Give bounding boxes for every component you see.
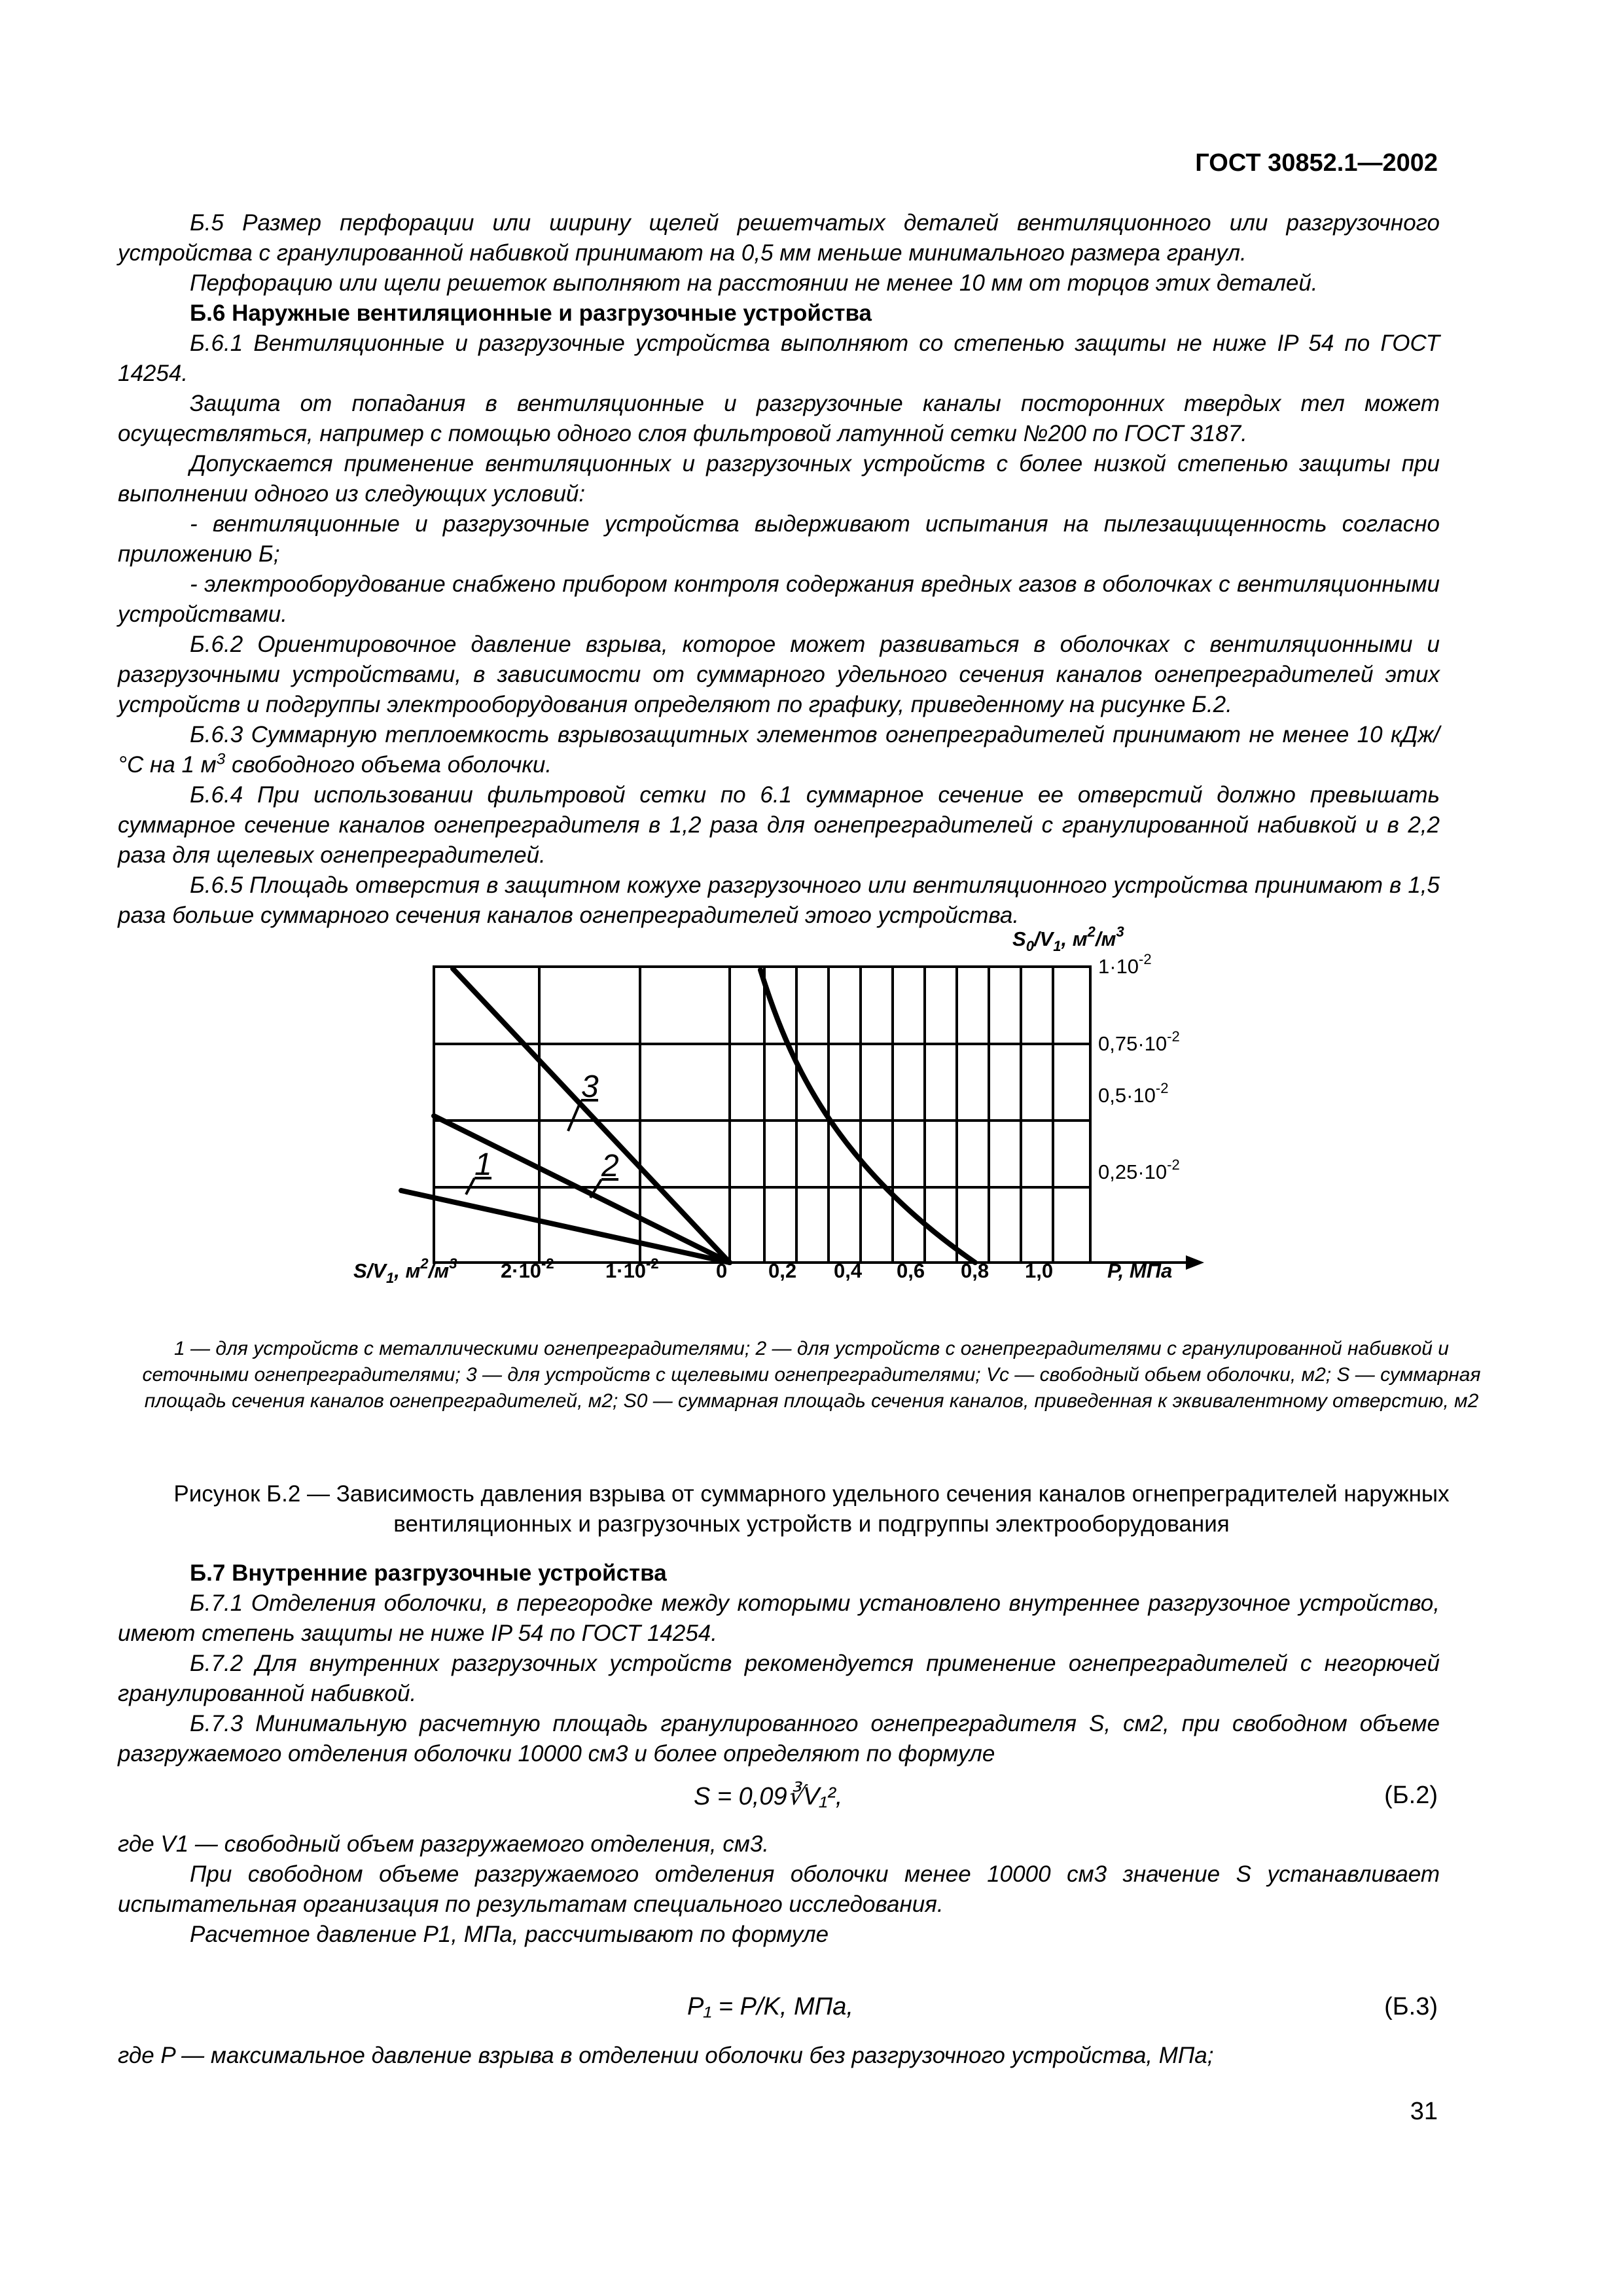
curve-1 [401, 1191, 730, 1263]
paragraph: где P — максимальное давление взрыва в отделении оболочки без разгрузочного устройства, МПа; [118, 2043, 1214, 2068]
paragraph: Расчетное давление P1, МПа, рассчитывают по формуле [190, 1922, 829, 1947]
curve-2 [434, 1116, 730, 1263]
paragraph: Б.6.5 Площадь отверстия в защитном кожухе разгрузочного или вентиляционного устройства принимают в 1,5 раза больше суммарного сечения каналов огнепреградителей этого устройства. [118, 872, 1440, 928]
p-axis-arrow-icon [1186, 1255, 1204, 1270]
formula-number: (Б.3) [1384, 1993, 1438, 2020]
text-run: свободного объема оболочки. [225, 752, 552, 778]
paragraph: Б.7.3 Минимальную расчетную площадь гранулированного огнепреградителя S, см2, при свободном объеме разгружаемого отделения оболочки 10000 см3 и более определяют по формуле [118, 1711, 1440, 1767]
left-axis-title: $S/V_1$, $м^2/м^3$ [353, 1255, 457, 1286]
right-tick-label: $0,5\cdot 10^{-2}$ [1098, 1080, 1169, 1107]
curve-label-3: 3 [581, 1069, 599, 1104]
paragraph: Б.6.2 Ориентировочное давление взрыва, которое может развиваться в оболочках с вентиляционными и разгрузочными устройствами, в зависимости от суммарного удельного сечения каналов огнепреградителей этих устройств и подгруппы электрооборудования определяют по графику, приведенному на рисунке Б.2. [118, 632, 1440, 717]
figure-legend: 1 — для устройств с металлическими огнепреградителями; 2 — для устройств с огнепреградителями с гранулированной набивкой и сеточными огнепреградителями; 3 — для устройств с щелевыми огнепреградителями; Vc — свободный обьем оболочки, м2; S — суммарная площадь сечения каналов огнепреградителей, м2; S0 — суммарная площадь сечения каналов, приведенная к эквивалентному отверстию, м2 [142, 1338, 1481, 1412]
label-1-leader [466, 1178, 474, 1194]
paragraph: Б.6.4 При использовании фильтровой сетки по 6.1 суммарное сечение ее отверстий должно превышать суммарное сечение каналов огнепреградителя в 1,2 раза для огнепреградителей с гранулированной набивкой и в 2,2 раза для щелевых огнепреградителей. [118, 782, 1440, 868]
paragraph: где V1 — свободный объем разгружаемого отделения, см3. [118, 1831, 770, 1857]
left-tick-label: $2\cdot 10^{-2}$ [501, 1255, 554, 1282]
bottom-axis-title: P, МПа [1107, 1259, 1173, 1282]
paragraph: - электрооборудование снабжено прибором контроля содержания вредных газов в оболочках с вентиляционными устройствами. [118, 571, 1440, 627]
text-section-b7-cont [118, 1829, 1440, 1950]
label-3-leader [568, 1100, 581, 1131]
curve-3 [453, 969, 730, 1263]
text-section-b7-end [118, 2041, 1440, 2071]
right-tick-label: $0,25\cdot 10^{-2}$ [1098, 1157, 1180, 1183]
section-heading: Б.7 Внутренние разгрузочные устройства [190, 1560, 667, 1586]
paragraph: Перфорацию или щели решеток выполняют на расстоянии не менее 10 мм от торцов этих деталей. [190, 270, 1318, 296]
paragraph: Б.6.1 Вентиляционные и разгрузочные устройства выполняют со степенью защиты не ниже IP 54 по ГОСТ 14254. [118, 331, 1440, 386]
figure-caption: Рисунок Б.2 — Зависимость давления взрыва от суммарного удельного сечения каналов огнепреградителей наружных вентиляционных и разгрузочных устройств и подгруппы электрооборудования [173, 1481, 1450, 1537]
text-section-b5-b6 [118, 208, 1440, 931]
text-run: Б.6.3 Суммарную теплоемкость взрывозащитных элементов огнепреградителей принимают не менее 10 кДж/°С на 1 м [118, 722, 1440, 778]
paragraph: Допускается применение вентиляционных и разгрузочных устройств с более низкой степенью защиты при выполнении одного из следующих условий: [118, 451, 1440, 507]
formula-b3 [687, 1993, 853, 2021]
paragraph: Б.7.2 Для внутренних разгрузочных устройств рекомендуется применение огнепреградителей с негорючей гранулированной набивкой. [118, 1651, 1440, 1706]
formula-number: (Б.2) [1384, 1782, 1438, 1809]
superscript: 3 [216, 750, 226, 768]
curve-label-2: 2 [601, 1149, 619, 1183]
formula-text: P₁ = P/K, МПа, [687, 1993, 853, 2020]
paragraph [118, 720, 1440, 780]
right-axis-title: $S_0/V_1$, $м^2/м^3$ [1012, 924, 1124, 954]
bottom-tick-label: 0,4 [834, 1259, 863, 1282]
page-number: 31 [1410, 2098, 1438, 2125]
right-tick-label: $0,75\cdot 10^{-2}$ [1098, 1028, 1180, 1055]
right-tick-label: $1\cdot 10^{-2}$ [1098, 951, 1152, 978]
text-section-b7 [118, 1558, 1440, 1769]
left-tick-label: $1\cdot 10^{-2}$ [605, 1255, 659, 1282]
origin-label: 0 [716, 1259, 728, 1282]
formula-text: S = 0,09∛V₁², [694, 1783, 843, 1810]
bottom-tick-label: 0,8 [961, 1259, 990, 1282]
section-heading: Б.6 Наружные вентиляционные и разгрузочные устройства [190, 300, 872, 326]
paragraph: - вентиляционные и разгрузочные устройства выдерживают испытания на пылезащищенность согласно приложению Б; [118, 511, 1440, 567]
formula-b2 [694, 1782, 842, 1811]
bottom-tick-label: 1,0 [1025, 1259, 1054, 1282]
bottom-tick-label: 0,6 [897, 1259, 925, 1282]
document-id: ГОСТ 30852.1—2002 [1195, 149, 1438, 177]
paragraph: При свободном объеме разгружаемого отделения оболочки менее 10000 см3 значение S устанавливает испытательная организация по результатам специального исследования. [118, 1861, 1440, 1917]
curve-pressure [760, 970, 975, 1263]
bottom-tick-label: 0,2 [768, 1259, 797, 1282]
paragraph: Б.5 Размер перфорации или ширину щелей решетчатых деталей вентиляционного или разгрузочного устройства с гранулированной набивкой принимают на 0,5 мм меньше минимального размера гранул. [118, 210, 1440, 266]
grid-frame [434, 967, 1090, 1263]
paragraph: Б.7.1 Отделения оболочки, в перегородке между которыми установлено внутреннее разгрузочное устройство, имеют степень защиты не ниже IP 54 по ГОСТ 14254. [118, 1590, 1440, 1646]
label-2-leader [590, 1179, 601, 1198]
paragraph: Защита от попадания в вентиляционные и разгрузочные каналы посторонних твердых тел может осуществляться, например с помощью одного слоя фильтровой латунной сетки №200 по ГОСТ 3187. [118, 391, 1440, 446]
curve-label-1: 1 [474, 1147, 492, 1182]
